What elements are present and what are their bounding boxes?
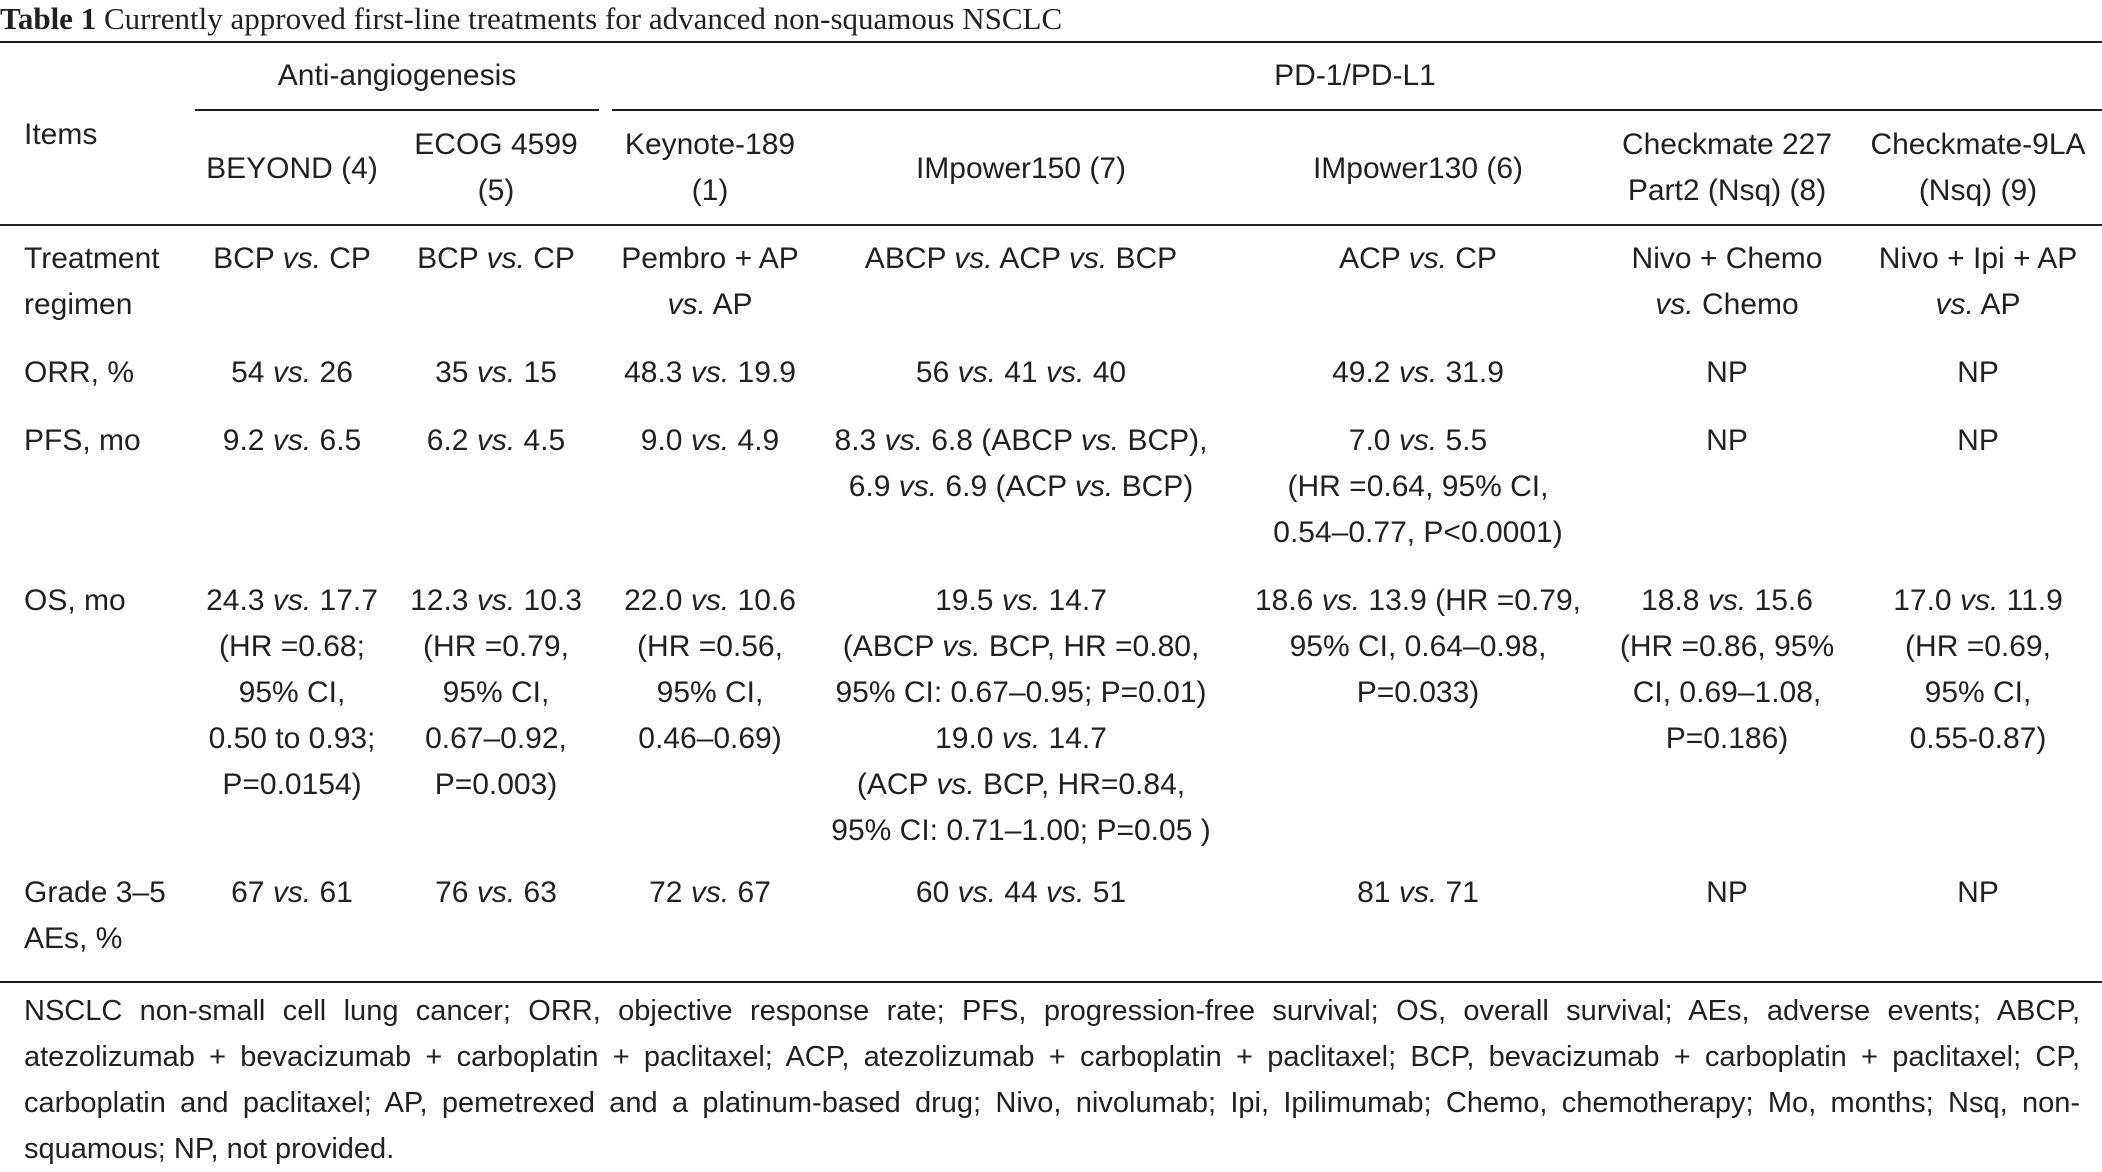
table-cell: Pembro + AP vs. AP [621,242,799,321]
table-title [0,0,1062,38]
table-cell: 19.5 vs. 14.7 (ABCP vs. BCP, HR =0.80, 95% CI: 0.67–0.95; P=0.01) 19.0 vs. 14.7 (ACP vs. BCP, HR=0.84, 95% CI: 0.71–1.00; P=0.05 ) [831,584,1211,847]
table-cell: 12.3 vs. 10.3 (HR =0.79, 95% CI, 0.67–0.92, P=0.003) [410,584,582,801]
table-cell: 81 vs. 71 [1357,876,1479,909]
table-cell: 8.3 vs. 6.8 (ABCP vs. BCP), 6.9 vs. 6.9 (ACP vs. BCP) [834,424,1208,503]
anti-angiogenesis-rule [195,109,599,111]
bottom-rule [0,981,2102,983]
row-label: Treatment regimen [24,242,160,321]
table-cell: 60 vs. 44 vs. 51 [915,876,1127,909]
top-rule [0,41,2102,43]
table-cell: NP [1706,876,1748,909]
table-cell: ABCP vs. ACP vs. BCP [864,242,1178,275]
table-cell: 18.8 vs. 15.6 (HR =0.86, 95% CI, 0.69–1.08, P=0.186) [1619,584,1835,755]
row-label: PFS, mo [24,424,141,457]
pd1-pdl1-rule [612,109,2102,111]
column-header: IMpower150 (7) [915,152,1127,185]
table-cell: 7.0 vs. 5.5 (HR =0.64, 95% CI, 0.54–0.77, P<0.0001) [1273,424,1563,549]
column-header: Checkmate-9LA (Nsq) (9) [1870,128,2086,207]
table-cell: ACP vs. CP [1339,242,1497,275]
column-header: Checkmate 227 Part2 (Nsq) (8) [1621,128,1833,207]
header-rule [0,224,2102,226]
table-cell: Nivo + Chemo vs. Chemo [1631,242,1823,321]
table-cell: 18.6 vs. 13.9 (HR =0.79, 95% CI, 0.64–0.98, P=0.033) [1254,584,1582,709]
items-header: Items [24,118,98,151]
column-header: IMpower130 (6) [1312,152,1524,185]
table-cell: 76 vs. 63 [435,876,557,909]
column-header: Keynote-189 (1) [624,128,796,207]
table-cell: BCP vs. CP [417,242,575,275]
row-label: Grade 3–5 AEs, % [24,876,166,955]
table-cell: 9.2 vs. 6.5 [222,424,362,457]
table-number: Table 1 [0,1,97,36]
table-cell: 67 vs. 61 [231,876,353,909]
table-cell: 9.0 vs. 4.9 [640,424,780,457]
group-header-pd1-pdl1: PD-1/PD-L1 [1274,59,1436,92]
table-cell: 48.3 vs. 19.9 [624,356,796,389]
group-header-anti-angiogenesis: Anti-angiogenesis [277,59,517,92]
table-cell: 22.0 vs. 10.6 (HR =0.56, 95% CI, 0.46–0.69) [624,584,796,755]
table-cell: NP [1957,876,1999,909]
table-footnote: NSCLC non-small cell lung cancer; ORR, objective response rate; PFS, progression-free survival; OS, overall survival; AEs, adverse events; ABCP, atezolizumab + bevacizumab + carboplatin + paclitaxel; ACP, atezolizumab + carboplatin + paclitaxel; BCP, bevacizumab + carboplatin + paclitaxel; CP, carboplatin and paclitaxel; AP, pemetrexed and a platinum-based drug; Nivo, nivolumab; Ipi, Ipilimumab; Chemo, chemotherapy; Mo, months; Nsq, non-squamous; NP, not provided. [24,995,2080,1165]
column-header: BEYOND (4) [206,152,378,185]
table-cell: NP [1706,356,1748,389]
table-cell: NP [1957,424,1999,457]
table-cell: 56 vs. 41 vs. 40 [915,356,1127,389]
table-cell: 49.2 vs. 31.9 [1332,356,1504,389]
table-cell: 54 vs. 26 [231,356,353,389]
table-cell: BCP vs. CP [213,242,371,275]
table-cell: 24.3 vs. 17.7 (HR =0.68; 95% CI, 0.50 to 0.93; P=0.0154) [206,584,378,801]
column-header: ECOG 4599 (5) [414,128,578,207]
table-cell: 72 vs. 67 [649,876,771,909]
table-caption: Currently approved first-line treatments for advanced non-squamous NSCLC [96,1,1063,36]
row-label: ORR, % [24,356,135,389]
table-cell: 35 vs. 15 [435,356,557,389]
table-cell: Nivo + Ipi + AP vs. AP [1878,242,2078,321]
table-cell: 17.0 vs. 11.9 (HR =0.69, 95% CI, 0.55-0.87) [1893,584,2063,755]
row-label: OS, mo [24,584,126,617]
table-cell: 6.2 vs. 4.5 [426,424,566,457]
table-cell: NP [1706,424,1748,457]
table-cell: NP [1957,356,1999,389]
